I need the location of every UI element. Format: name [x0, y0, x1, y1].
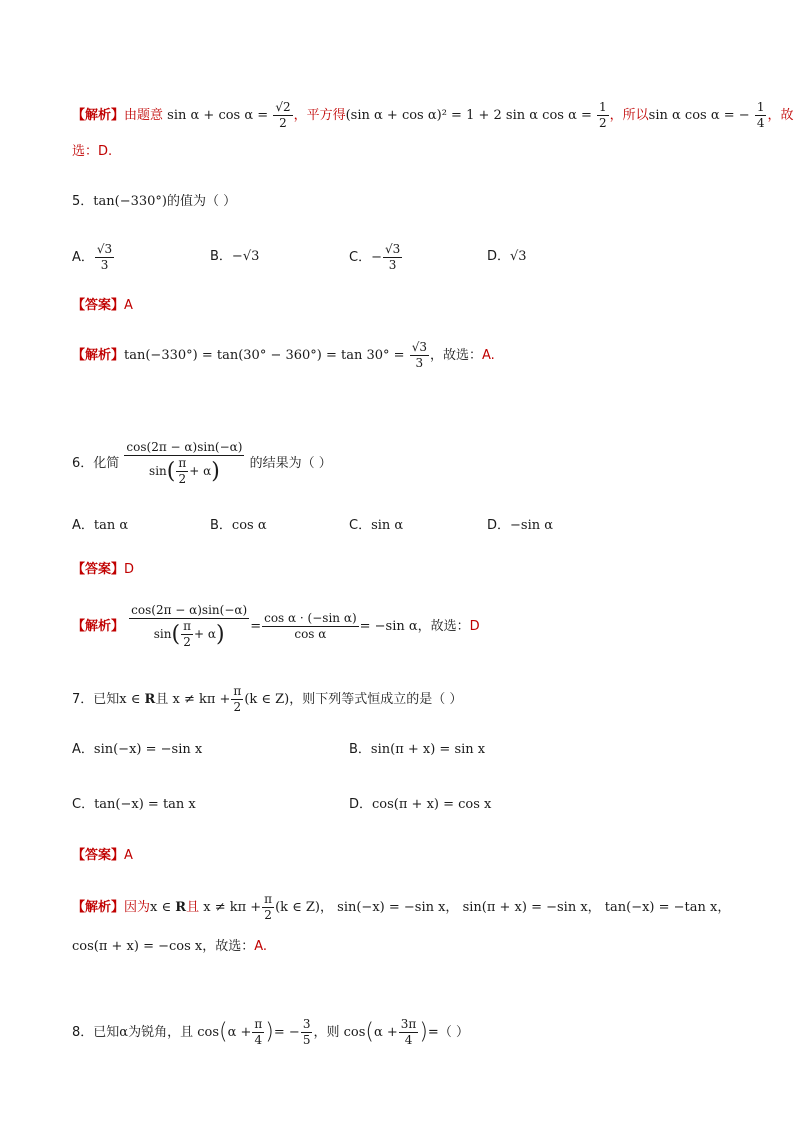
q5-option-a[interactable]: A． $\frac{√3}{3}$: [72, 242, 113, 272]
fraction: $\frac{1}{4}$: [756, 100, 765, 130]
equation: sin α cos α = −: [648, 108, 750, 123]
q6-option-c[interactable]: C．sin α: [349, 518, 404, 533]
q5-answer: 【答案】A: [72, 298, 133, 313]
fraction: cos(2π − α)sin(−α) sin( $\frac{\pi}{2}$ + α): [126, 440, 243, 486]
q7-stem: 7．已知x ∈ R且 x ≠ kπ + $\frac{\pi}{2}$ (k ∈ Z)，则下列等式恒成立的是（ ）: [72, 684, 463, 714]
fraction: $\frac{√2}{2}$: [275, 100, 291, 130]
q7-option-b[interactable]: B．sin(π + x) = sin x: [349, 742, 486, 757]
q7-option-c[interactable]: C．tan(−x) = tan x: [72, 797, 196, 812]
q5-analysis: 【解析】tan(−330°) = tan(30° − 360°) = tan 30° = $\frac{√3}{3}$ ，故选：A.: [72, 340, 495, 370]
q7-option-a[interactable]: A．sin(−x) = −sin x: [72, 742, 203, 757]
analysis-text: 由题意: [124, 108, 164, 123]
q6-option-d[interactable]: D．−sin α: [487, 518, 554, 533]
q6-stem: 6．化简 cos(2π − α)sin(−α) sin( $\frac{\pi}{2}$ + α) 的结果为（ ）: [72, 440, 332, 486]
fraction: $\frac{1}{2}$: [599, 100, 607, 130]
q7-analysis-line2: cos(π + x) = −cos x，故选：A.: [72, 939, 268, 954]
q6-analysis: 【解析】 cos(2π − α)sin(−α) sin( $\frac{\pi}{2}$ + α) = $\frac{\text{cos α · (−sin α)}}{\text{cos α}}$ = −sin α，故选：D: [72, 603, 480, 649]
q6-option-a[interactable]: A．tan α: [72, 518, 129, 533]
analysis-tag: 【解析】: [72, 108, 125, 123]
q4-analysis-line2: 选：D.: [72, 144, 113, 159]
equation: sin α + cos α =: [167, 108, 269, 123]
equation: (sin α + cos α)² = 1 + 2 sin α cos α =: [345, 108, 592, 123]
q7-analysis-line1: 【解析】因为x ∈ R且 x ≠ kπ + $\frac{\pi}{2}$ (k ∈ Z)， sin(−x) = −sin x， sin(π + x) = −sin x， tan(−x) = −tan x，: [72, 892, 731, 922]
q4-analysis-line1: 【解析】由题意 sin α + cos α = $\frac{√2}{2}$ ，平方得(sin α + cos α)² = 1 + 2 sin α cos α = $\frac{1}{2}$ ，所以sin α cos α = − $\frac{1}{4}$ ，故: [72, 100, 794, 130]
q5-option-c[interactable]: C．− $\frac{√3}{3}$: [349, 242, 401, 272]
q6-answer: 【答案】D: [72, 562, 135, 577]
q5-option-d[interactable]: D．√3: [487, 249, 527, 264]
q8-stem: 8．已知α为锐角，且 cos(α + $\frac{\pi}{4}$ )= − $\frac{3}{5}$ ，则 cos(α + $\frac{3\pi}{4}$ )=（ ）: [72, 1017, 469, 1047]
q6-option-b[interactable]: B．cos α: [210, 518, 267, 533]
q5-stem: 5．tan(−330°)的值为（ ）: [72, 194, 237, 209]
q7-option-d[interactable]: D．cos(π + x) = cos x: [349, 797, 492, 812]
q5-option-b[interactable]: B．−√3: [210, 249, 260, 264]
q7-answer: 【答案】A: [72, 848, 133, 863]
